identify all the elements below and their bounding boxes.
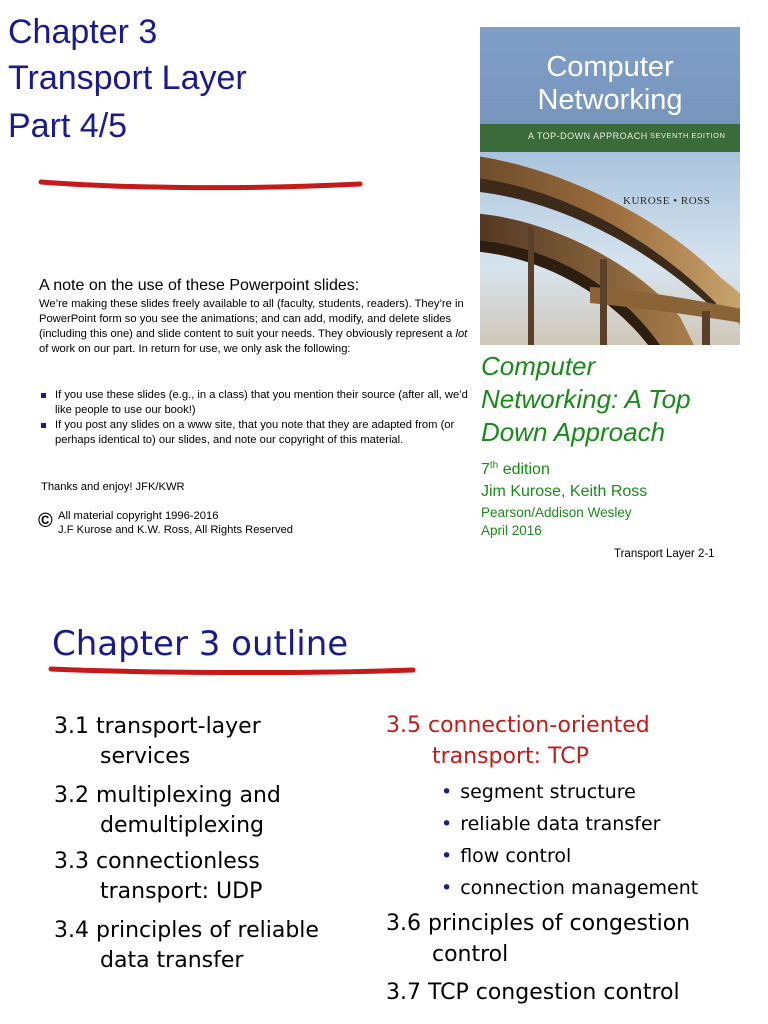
- slide-footer: Transport Layer 2-1: [614, 548, 715, 560]
- outline-subitem-label: segment structure: [460, 781, 636, 803]
- bullet-dot-icon: •: [441, 877, 453, 899]
- outline-item-3-3-cont: transport: UDP: [100, 879, 263, 904]
- cover-subtitle: A TOP-DOWN APPROACH: [528, 131, 648, 141]
- note-paragraph-text-a: We’re making these slides freely available to all (faculty, students, readers). They’re in PowerPoint form so you see the animations; and can add, modify, and delete slides (including this one) and slide content to suit your needs. They obviously represent a: [39, 298, 464, 340]
- outline-item-3-7: 3.7 TCP congestion control: [386, 980, 680, 1005]
- bullet-dot-icon: •: [441, 845, 453, 867]
- thanks-line: Thanks and enjoy! JFK/KWR: [41, 481, 185, 493]
- book-title-line-3: Down Approach: [481, 417, 666, 447]
- book-edition: [481, 460, 550, 479]
- outline-item-3-1-cont: services: [100, 744, 191, 769]
- book-title-line-2: Networking: A Top: [481, 384, 691, 414]
- outline-title: Chapter 3 outline: [52, 624, 349, 664]
- bullet-dot-icon: •: [441, 813, 453, 835]
- outline-underline-decoration: [48, 664, 420, 678]
- outline-item-3-5-cont: transport: TCP: [432, 744, 589, 769]
- slide-title-line-2: Transport Layer: [8, 59, 247, 97]
- note-bullet-list: [39, 388, 469, 448]
- outline-item-3-4-cont: data transfer: [100, 948, 244, 973]
- book-title: [481, 350, 751, 449]
- slide-title-line-3: Part 4/5: [8, 107, 128, 145]
- book-date: April 2016: [481, 523, 542, 538]
- outline-subitem: [441, 811, 660, 837]
- note-paragraph-emphasis: lot: [455, 328, 468, 340]
- outline-item-3-2: 3.2 multiplexing and: [54, 783, 281, 808]
- edition-word: edition: [498, 461, 550, 478]
- outline-item-3-6: 3.6 principles of congestion: [386, 911, 691, 936]
- copyright-line-1: All material copyright 1996-2016: [58, 510, 219, 522]
- note-bullet-item: [39, 418, 469, 448]
- outline-subitem: [441, 843, 571, 869]
- square-bullet-icon: [41, 423, 46, 428]
- note-paragraph: [39, 297, 479, 357]
- note-bullet-text: If you post any slides on a www site, that you note that they are adapted from (or perhaps identical to) our slides, and note our copyright of this material.: [55, 419, 455, 446]
- outline-item-3-3: 3.3 connectionless: [54, 849, 260, 874]
- copyright-line-2: J.F Kurose and K.W. Ross, All Rights Reserved: [58, 524, 294, 536]
- outline-subitem-label: reliable data transfer: [460, 813, 661, 835]
- outline-item-3-4: 3.4 principles of reliable: [54, 918, 319, 943]
- outline-subitem-label: flow control: [460, 845, 572, 867]
- slide-title-line-1: Chapter 3: [8, 13, 158, 51]
- title-underline-decoration: [38, 176, 368, 194]
- cover-title-line-2: Networking: [537, 84, 683, 116]
- edition-number: 7: [481, 461, 490, 478]
- cover-edition: SEVENTH EDITION: [650, 131, 726, 140]
- copyright-notice: [58, 509, 293, 537]
- outline-item-3-5: 3.5 connection-oriented: [386, 713, 650, 738]
- outline-subitem-label: connection management: [460, 877, 699, 899]
- cover-title-line-1: Computer: [546, 51, 674, 83]
- outline-item-3-1: 3.1 transport-layer: [54, 714, 261, 739]
- copyright-icon: ©: [38, 510, 53, 532]
- square-bullet-icon: [41, 393, 46, 398]
- book-publisher: Pearson/Addison Wesley: [481, 505, 632, 520]
- book-authors: Jim Kurose, Keith Ross: [481, 483, 648, 500]
- note-paragraph-text-b: of work on our part. In return for use, we only ask the following:: [39, 343, 351, 355]
- book-title-line-1: Computer: [481, 351, 596, 381]
- note-bullet-item: [39, 388, 469, 418]
- note-bullet-text: If you use these slides (e.g., in a class) that you mention their source (after all, we’d like people to use our book!): [55, 389, 468, 416]
- outline-subitem: [441, 779, 636, 805]
- outline-slide: [0, 582, 768, 1024]
- outline-subitem: [441, 875, 698, 901]
- outline-item-3-2-cont: demultiplexing: [100, 813, 264, 838]
- edition-suffix: th: [489, 460, 499, 471]
- bullet-dot-icon: •: [441, 781, 453, 803]
- book-cover-image: [480, 27, 740, 345]
- note-heading: A note on the use of these Powerpoint slides:: [39, 277, 360, 294]
- outline-item-3-6-cont: control: [432, 942, 509, 967]
- cover-authors: KUROSE • ROSS: [623, 195, 711, 207]
